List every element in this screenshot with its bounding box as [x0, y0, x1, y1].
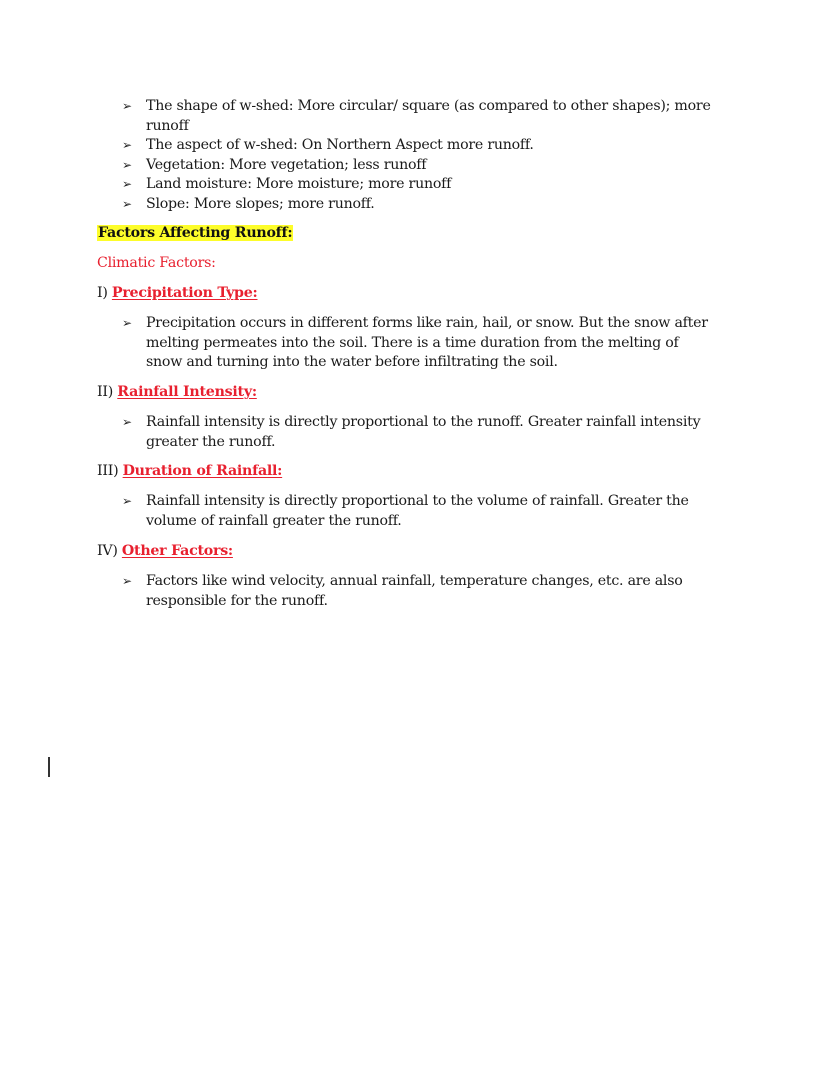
list-item	[122, 156, 716, 176]
list-item	[122, 97, 716, 136]
bullet-text: Slope: More slopes; more runoff.	[146, 195, 375, 212]
arrow-bullet-icon: ➢	[122, 196, 132, 211]
highlighted-heading: Factors Affecting Runoff:	[98, 225, 293, 241]
factor-numeral: I)	[97, 285, 108, 301]
list-item	[122, 136, 716, 156]
factor-numeral: IV)	[97, 543, 118, 559]
list-item	[122, 572, 716, 611]
arrow-bullet-icon: ➢	[122, 574, 132, 588]
factor-title: Precipitation Type:	[111, 285, 258, 301]
bullet-text: Precipitation occurs in different forms like rain, hail, or snow. But the snow after melting permeates into the soil. There is a time duration from the melting of snow and turning into the water before infiltrating the soil.	[146, 315, 708, 370]
factor-title: Other Factors:	[121, 543, 233, 559]
factor-heading	[97, 462, 282, 482]
factor-numeral: III)	[97, 463, 119, 479]
section-heading	[97, 224, 293, 244]
arrow-bullet-icon: ➢	[122, 415, 132, 429]
factor-numeral: II)	[97, 384, 113, 400]
list-item	[122, 175, 716, 195]
watershed-bullet-list	[122, 97, 716, 214]
arrow-bullet-icon: ➢	[122, 157, 132, 172]
arrow-bullet-icon: ➢	[122, 138, 132, 152]
factor-heading	[97, 284, 258, 304]
factor-bullet-list	[122, 572, 716, 611]
bullet-text: Land moisture: More moisture; more runoff	[146, 176, 452, 192]
list-item	[122, 413, 716, 452]
arrow-bullet-icon: ➢	[122, 316, 132, 330]
factor-bullet-list	[122, 492, 716, 531]
bullet-text: Rainfall intensity is directly proportional to the volume of rainfall. Greater the volume of rainfall greater the runoff.	[146, 493, 689, 529]
factor-bullet-list	[122, 413, 716, 452]
factor-title: Rainfall Intensity:	[117, 384, 257, 400]
factor-heading	[97, 383, 257, 403]
factor-bullet-list	[122, 314, 716, 373]
bullet-text: The aspect of w-shed: On Northern Aspect more runoff.	[146, 137, 534, 153]
bullet-text: Vegetation: More vegetation; less runoff	[146, 156, 427, 173]
factor-heading	[97, 542, 233, 562]
bullet-text: Factors like wind velocity, annual rainfall, temperature changes, etc. are also responsible for the runoff.	[146, 573, 683, 609]
subheading-climatic-factors: Climatic Factors:	[97, 255, 216, 271]
bullet-text: The shape of w-shed: More circular/ square (as compared to other shapes); more runoff	[146, 98, 711, 134]
list-item	[122, 195, 716, 215]
arrow-bullet-icon: ➢	[122, 494, 132, 508]
factor-title: Duration of Rainfall:	[122, 463, 283, 479]
bullet-text: Rainfall intensity is directly proportional to the runoff. Greater rainfall intensity greater the runoff.	[146, 414, 701, 450]
arrow-bullet-icon: ➢	[122, 99, 132, 113]
list-item	[122, 314, 716, 373]
arrow-bullet-icon: ➢	[122, 177, 132, 191]
text-cursor[interactable]	[48, 757, 50, 777]
list-item	[122, 492, 716, 531]
